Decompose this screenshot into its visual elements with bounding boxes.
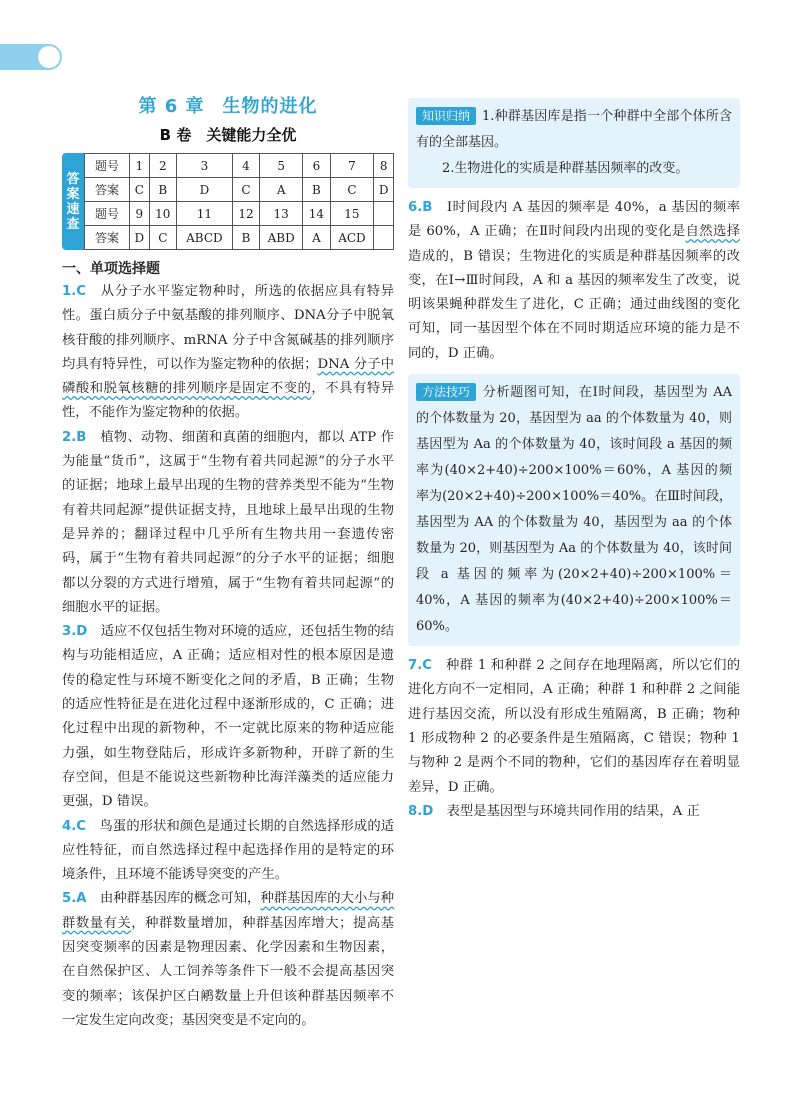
explanation-text: ，不具有特异性，不能作为鉴定物种的依据。 [62, 381, 395, 421]
answer-quick-check [62, 153, 394, 250]
chapter-title [62, 92, 394, 118]
table-cell: D [176, 178, 232, 202]
table-cell: 14 [303, 202, 330, 226]
summary-text: 1.种群基因库是指一个种群中全部个体所含有的全部基因。 [416, 109, 732, 150]
answer-explanation [62, 620, 394, 814]
method-tip-tag: 方法技巧 [416, 383, 476, 401]
table-cell: 12 [232, 202, 259, 226]
table-cell: ACD [330, 226, 374, 250]
key-phrase: DNA 分子中磷酸和脱氧核糖的排列顺序是固定不变的 [62, 356, 395, 397]
key-phrase: 自然选择 [685, 224, 740, 240]
answer-explanation [62, 887, 394, 1033]
table-cell: 1 [130, 154, 150, 178]
table-cell: 5 [260, 154, 303, 178]
explanation-text: 造成的，B 错误；生物进化的实质是种群基因频率的改变，在Ⅰ→Ⅲ时间段，A 和 a 基因的频率发生了改变，说明该果蝇种群发生了进化，C 正确；通过曲线图的变化可知，同一基因型个体在不同时期适应环境的能力是不同的，D 正确。 [408, 248, 740, 361]
question-number: 3.D [62, 624, 88, 640]
table-row [85, 202, 394, 226]
knowledge-summary-tag: 知识归纳 [416, 107, 476, 125]
answer-explanation [408, 654, 740, 800]
explanation-text: 由种群基因库的概念可知， [100, 891, 261, 907]
table-row [85, 154, 394, 178]
table-cell: ABD [260, 226, 303, 250]
summary-text: 2.生物进化的实质是种群基因频率的改变。 [442, 161, 689, 176]
table-cell: D [130, 226, 150, 250]
explanation-text: ，种群数量增加，种群基因库增大；提高基因突变频率的因素是物理因素、化学因素和生物因素，在自然保护区、人工饲养等条件下一般不会提高基因突变的频率；该保护区白鹇数量上升但该种群基因频率不一定发生定向改变；基因突变是不定向的。 [62, 915, 395, 1028]
answer-explanation [408, 800, 740, 824]
knowledge-summary-box [408, 98, 740, 188]
question-number: 8.D [408, 803, 434, 819]
table-cell: 6 [303, 154, 330, 178]
table-cell: C [130, 178, 150, 202]
page-tab-decoration [0, 44, 62, 70]
key-phrase: 种群基因库的大小与种群数量有关 [62, 891, 395, 931]
table-header-cell: 题号 [85, 202, 130, 226]
table-header-cell: 答案 [85, 178, 130, 202]
table-cell: 10 [149, 202, 176, 226]
tip-text: 分析题图可知，在Ⅰ时间段，基因型为 AA 的个体数量为 20，基因型为 aa 的个体数量为 40，则基因型为 Aa 的个体数量为 40，该时间段 a 基因的频率为(40×2+40)÷200×100%＝60%，A 基因的频率为(20×2+40)÷200×100%＝40%。在Ⅲ时间段，基因型为 AA 的个体数量为 40，基因型为 aa 的个体数量为 20，则基因型为 Aa 的个体数量为 40，该时间段 a 基因的频率为(20×2+40)÷200×100%＝40%，A 基因的频率为(40×2+40)÷200×100%＝60%。 [416, 385, 732, 635]
table-cell: 13 [260, 202, 303, 226]
table-cell: 2 [149, 154, 176, 178]
table-cell: A [260, 178, 303, 202]
table-cell: 11 [176, 202, 232, 226]
table-cell: 4 [232, 154, 259, 178]
question-number: 6.B [408, 200, 433, 215]
explanation-text: 适应不仅包括生物对环境的适应，还包括生物的结构与功能相适应，A 正确；适应相对性的根本原因是遗传的稳定性与环境不断变化之间的矛盾，B 正确；生物的适应性特征是在进化过程中逐渐形成的，C 正确；进化过程中出现的新物种，不一定就比原来的物种适应能力强，如生物登陆后，形成许多新物种，开辟了新的生存空间，但是不能说这些新物种比海洋藻类的适应能力更强，D 错误。 [62, 624, 395, 810]
table-cell: C [149, 226, 176, 250]
explanation-text: 从分子水平鉴定物种时，所选的依据应具有特异性。蛋白质分子中氨基酸的排列顺序、DNA分子中脱氧核苷酸的排列顺序、mRNA 分子中含氮碱基的排列顺序均具有特异性，可以作为鉴定物种的依据； [62, 284, 395, 372]
explanation-text: 植物、动物、细菌和真菌的细胞内，都以 ATP 作为能量“货币”，这属于“生物有着共同起源”的分子水平的证据；地球上最早出现的生物的营养类型不能为“生物有着共同起源”提供证据支持，且地球上最早出现的生物是异养的；翻译过程中几乎所有生物共用一套遗传密码，属于“生物有着共同起源”的分子水平的证据；细胞都以分裂的方式进行增殖，属于“生物有着共同起源”的细胞水平的证据。 [62, 429, 394, 615]
section-subtitle: B 卷 关键能力全优 [159, 126, 297, 144]
answer-label: 答 案 速 查 [62, 153, 84, 250]
table-cell [374, 202, 394, 226]
question-number: 5.A [62, 891, 87, 907]
explanation-text: 种群 1 和种群 2 之间存在地理隔离，所以它们的进化方向不一定相同，A 正确；种群 1 和种群 2 之间能进行基因交流，所以没有形成生殖隔离，B 正确；物种 1 形成物种 2 的必要条件是生殖隔离，C 错误；物种 1 与物种 2 是两个不同的物种，它们的基因库存在着明显差异，D 正确。 [408, 658, 741, 795]
table-cell: 15 [330, 202, 374, 226]
explanation-text: Ⅰ时间段内 A 基因的频率是 40%，a 基因的频率是 60%，A 正确；在Ⅱ时间段内出现的变化是 [408, 200, 741, 240]
table-cell: C [232, 178, 259, 202]
table-header-cell: 题号 [85, 154, 130, 178]
table-cell: 9 [130, 202, 150, 226]
table-row [85, 226, 394, 250]
left-column [62, 92, 394, 1033]
table-cell: 7 [330, 154, 374, 178]
table-cell: 8 [374, 154, 394, 178]
table-cell: C [330, 178, 374, 202]
table-cell: B [149, 178, 176, 202]
section-heading: 一、单项选择题 [62, 261, 160, 277]
question-number: 1.C [62, 284, 87, 299]
method-tip-box [408, 374, 740, 646]
answer-explanation [62, 426, 394, 620]
table-header-cell: 答案 [85, 226, 130, 250]
question-number: 4.C [62, 818, 87, 834]
chapter-number: 第 6 章 [138, 96, 205, 117]
answer-explanation [62, 815, 394, 888]
table-cell: 3 [176, 154, 232, 178]
table-cell [374, 226, 394, 250]
question-number: 2.B [62, 429, 87, 445]
table-row [85, 178, 394, 202]
explanation-text: 鸟蛋的形状和颜色是通过长期的自然选择形成的适应性特征，而自然选择过程中起选择作用的是特定的环境条件，且环境不能诱导突变的产生。 [62, 818, 395, 883]
question-number: 7.C [408, 658, 433, 674]
answer-explanation [62, 280, 394, 426]
table-cell: A [303, 226, 330, 250]
table-cell: ABCD [176, 226, 232, 250]
answer-table [84, 153, 394, 250]
table-cell: D [374, 178, 394, 202]
explanation-text: 表型是基因型与环境共同作用的结果，A 正 [446, 803, 700, 819]
right-column [408, 90, 740, 824]
chapter-name: 生物的进化 [222, 96, 318, 117]
table-cell: B [232, 226, 259, 250]
table-cell: B [303, 178, 330, 202]
answer-explanation [408, 196, 740, 366]
